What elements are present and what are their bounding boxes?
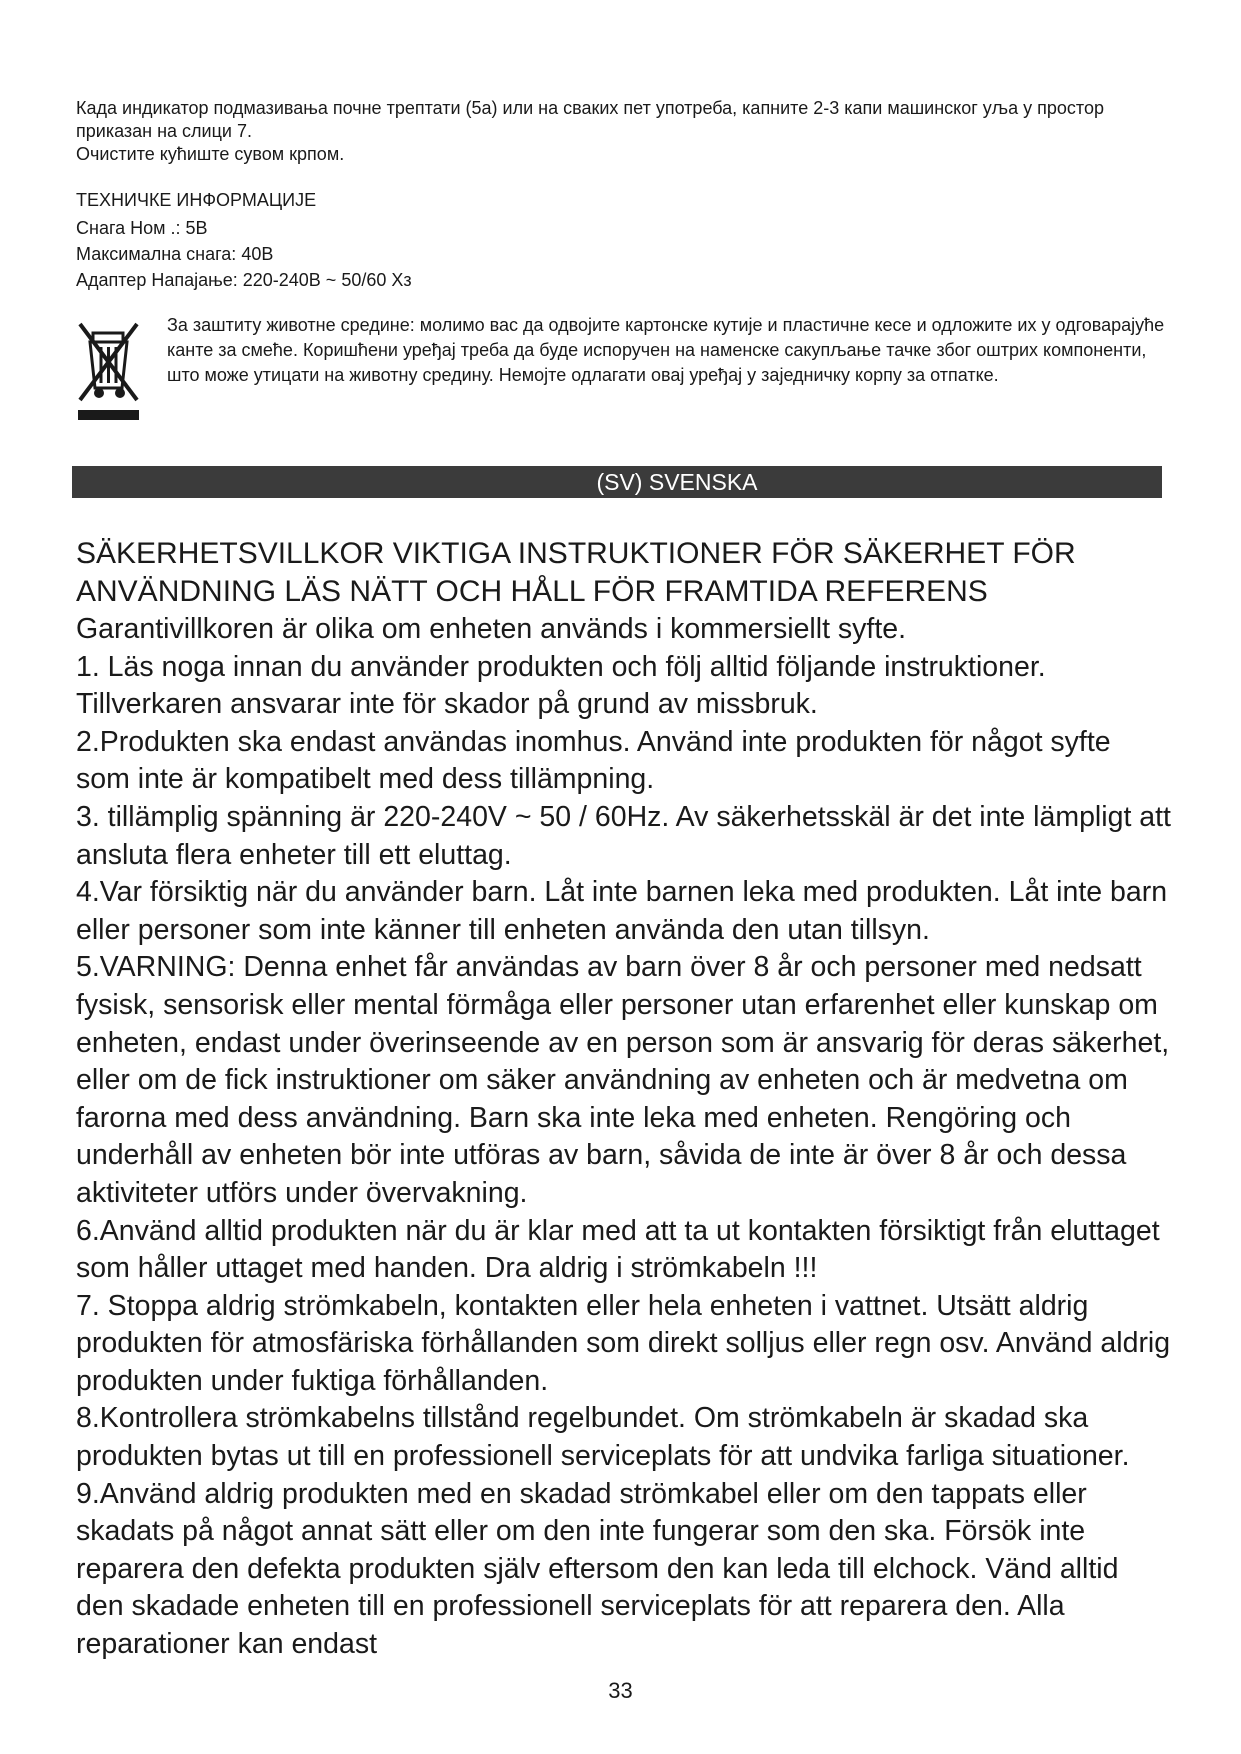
serbian-line: Када индикатор подмазивања почне трептати (5а) или на сваких пет употреба, капните 2-3 капи машинског уља у простор (76, 98, 1104, 118)
safety-heading: SÄKERHETSVILLKOR VIKTIGA INSTRUKTIONER FÖR SÄKERHET FÖR ANVÄNDNING LÄS NÄTT OCH HÅLL FÖR FRAMTIDA REFERENS (76, 537, 1076, 608)
instruction-item: 9.Använd aldrig produkten med en skadad strömkabel eller om den tappats eller skadats på något annat sätt eller om den inte fungerar som den ska. Försök inte reparera den defekta produkten själv eftersom den kan leda till elchock. Vänd alltid den skadade enheten till en professionell serviceplats för att reparera den. Alla reparationer kan endast (76, 1477, 1119, 1661)
environment-notice: За заштиту животне средине: молимо вас да одвојите картонске кутије и пластичне кесе и одложите их у одговарајуће канте за смеће. Коришћени уређај треба да буде испоручен на наменске сакупљање тачке због оштрих компоненти, што може утицати на животну средину. Немојте одлагати овај уређај у заједничку корпу за отпатке. (167, 315, 1165, 385)
serbian-maintenance-text (76, 97, 1166, 293)
weee-crossed-bin-icon (76, 316, 141, 420)
page-number: 33 (608, 1678, 633, 1703)
warranty-intro: Garantivillkoren är olika om enheten används i kommersiellt syfte. (76, 613, 907, 645)
serbian-line: приказан на слици 7. (76, 121, 252, 141)
instruction-item: 6.Använd alltid produkten när du är klar med att ta ut kontakten försiktigt från eluttaget som håller uttaget med handen. Dra aldrig i strömkabeln !!! (76, 1214, 1160, 1285)
instruction-item: 5.VARNING: Denna enhet får användas av barn över 8 år och personer med nedsatt fysisk, sensorisk eller mental förmåga eller personer utan erfarenhet eller kunskap om enheten, endast under överinseende av en person som är ansvarig för deras säkerhet, eller om de fick instruktioner om säker användning av enheten och är medvetna om farorna med dess användning. Barn ska inte leka med enheten. Rengöring och underhåll av enheten bör inte utföras av barn, såvida de inte är över 8 år och dessa aktiviteter utförs under övervakning. (76, 951, 1170, 1209)
technical-info-line: Максимална снага: 40В (76, 244, 274, 264)
instruction-item: 1. Läs noga innan du använder produkten och följ alltid följande instruktioner. Tillverkaren ansvarar inte för skador på grund av missbruk. (76, 650, 1046, 721)
section-title: (SV) SVENSKA (596, 469, 758, 495)
instruction-item: 3. tillämplig spänning är 220-240V ~ 50 / 60Hz. Av säkerhetsskäl är det inte lämpligt att ansluta flera enheter till ett eluttag. (76, 800, 1171, 871)
instruction-item: 2.Produkten ska endast användas inomhus. Använd inte produkten för något syfte som inte är kompatibelt med dess tillämpning. (76, 725, 1111, 796)
serbian-line: Очистите кућиште сувом крпом. (76, 144, 345, 164)
instruction-item: 4.Var försiktig när du använder barn. Låt inte barnen leka med produkten. Låt inte barn eller personer som inte känner till enheten använda den utan tillsyn. (76, 876, 1168, 946)
swedish-instructions (76, 535, 1172, 1664)
technical-info-title: ТЕХНИЧКЕ ИНФОРМАЦИЈЕ (76, 190, 317, 210)
instruction-item: 8.Kontrollera strömkabelns tillstånd regelbundet. Om strömkabeln är skadad ska produkten bytas ut till en professionell serviceplats för att undvika farliga situationer. (76, 1402, 1130, 1473)
technical-info-line: Снага Ном .: 5В (76, 218, 208, 238)
technical-info-line: Адаптер Напајање: 220-240В ~ 50/60 Хз (76, 270, 412, 290)
instruction-item: 7. Stoppa aldrig strömkabeln, kontakten eller hela enheten i vattnet. Utsätt aldrig produkten för atmosfäriska förhållanden som direkt solljus eller regn osv. Använd aldrig produkten under fuktiga förhållanden. (76, 1289, 1171, 1397)
section-header-bar (72, 466, 1162, 498)
